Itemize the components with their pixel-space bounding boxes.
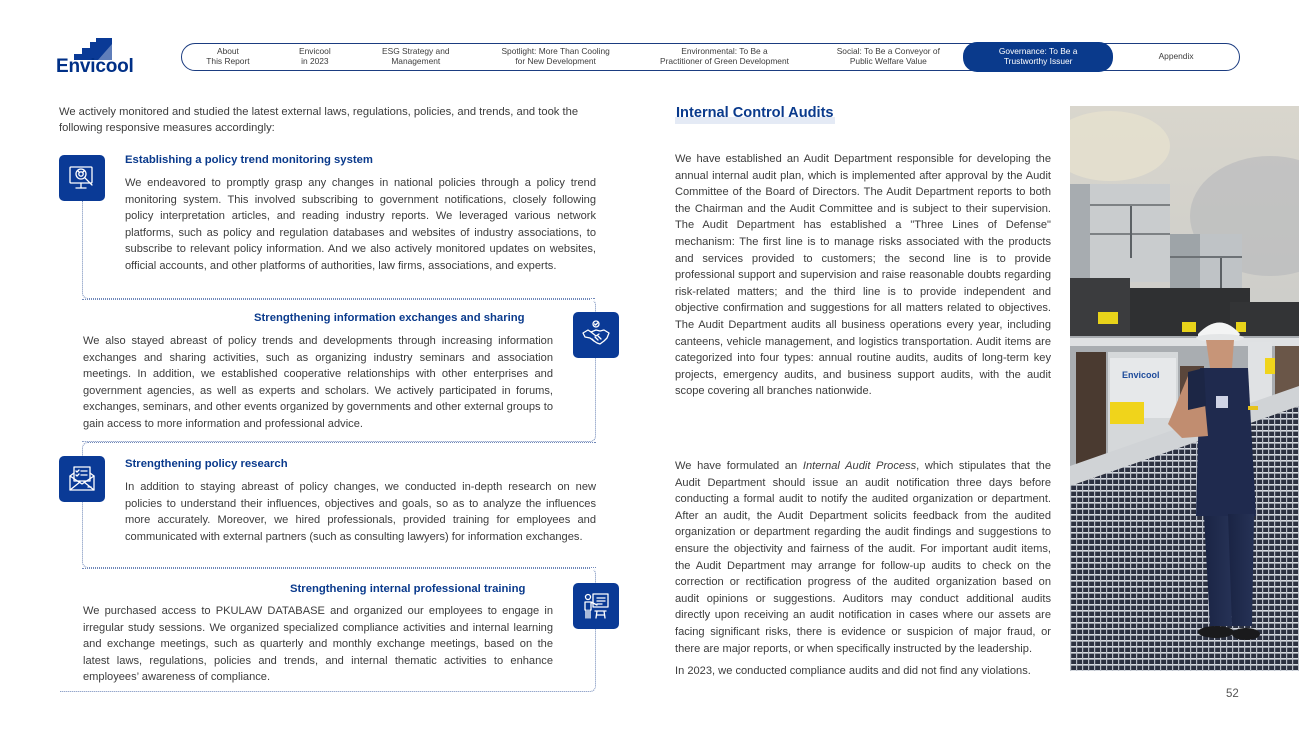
technician-photo xyxy=(1070,106,1299,671)
nav-tab-social[interactable]: Social: To Be a Conveyor of Public Welfare Value xyxy=(836,46,940,66)
logo-wordmark: Envicool xyxy=(56,56,134,77)
block-text-training: We purchased access to PKULAW DATABASE and organized our employees to engage in irregular study sessions. We organized specialized compliance activities and internal learning and exchange meetings, such as quarterly and monthly exchange meetings, based on the latest laws, regulations, policies and trends, and internal thematic activities to enhance employees’ awareness of compliance. xyxy=(83,605,553,684)
block-title-policy-research: Strengthening policy research xyxy=(125,458,288,470)
block-title-training: Strengthening internal professional training xyxy=(290,583,526,595)
envicool-logo xyxy=(56,38,134,77)
page-number: 52 xyxy=(1226,688,1239,700)
training-icon-box xyxy=(573,583,619,629)
envelope-checklist-icon xyxy=(66,463,98,495)
nav-tab-about-this-report[interactable]: About This Report xyxy=(206,46,250,66)
svg-text:Envicool: Envicool xyxy=(1122,370,1160,380)
internal-audit-process-title: Internal Audit Process xyxy=(802,460,917,472)
presentation-trainer-icon xyxy=(580,590,612,622)
nav-tab-spotlight[interactable]: Spotlight: More Than Cooling for New Development xyxy=(501,46,610,66)
monitor-search-icon xyxy=(66,162,98,194)
info-exchange-icon-box xyxy=(573,312,619,358)
connector-line xyxy=(82,299,590,300)
nav-tab-esg-strategy[interactable]: ESG Strategy and Management xyxy=(382,46,450,66)
audit-paragraph-2: We have formulated an Internal Audit Process, which stipulates that the Audit Department should issue an audit notification three days before conducting a formal audit to notify the audited organization or department. After an audit, the Audit Department solicits feedback from the audited organization or department regarding the audit findings and suggestions to ensure the objectivity and fairness of the audit. For important audit items, the Audit Department may arrange for follow-up audits to check on the correction or rectification progress of the audited organization based on audit opinions or suggestions. Auditors may conduct additional audits directly upon receiving an audit notification in cases where our assets are facing significant risks, there is evidence or suspicion of major fraud, or there are major reports, or when specifically instructed by the leadership. xyxy=(675,460,1051,655)
policy-research-icon-box xyxy=(59,456,105,502)
connector-line xyxy=(82,568,590,569)
rooftop-cooling-units-image xyxy=(1070,106,1299,671)
block-text-policy-research: In addition to staying abreast of policy changes, we conducted in-depth research on new policies to understand their influences, objectives and goals, so as to analyze the influences more accurately. Moreover, we hired professionals, provided training for employees and communicated with external partners (such as consulting lawyers) for information exchanges. xyxy=(125,481,596,543)
nav-tab-appendix[interactable]: Appendix xyxy=(1158,51,1194,62)
block-text-policy-monitoring: We endeavored to promptly grasp any changes in national policies through a policy trend monitoring system. This involved subscribing to government notifications, closely following policy interpretation articles, and reading industry reports. We leveraged various network platforms, such as policy and regulation databases and websites of industry associations, to subscribe to relevant policy information. And we also actively monitored updates on websites, official accounts, and other platforms of authorities, law firms, associations, and experts. xyxy=(125,177,596,272)
section-title: Internal Control Audits xyxy=(675,105,835,124)
audit-paragraph-1: We have established an Audit Department responsible for developing the annual internal audit plan, which is implemented after approval by the Audit Committee of the Board of Directors. The Audit Department reports to both the Chairman and the Audit Committee and is subject to their supervision. The Audit Department has established a "Three Lines of Defense" mechanism: The first line is to manage risks associated with the products and services provided to customers; the second line is to provide professional support and supervision and raise reasonable doubts regarding risk-related matters; and the third line is to provide independent and objective confirmation and suggestions for all matters related to objectives. The Audit Department audits all business operations every year, including canteens, vehicle management, and logistics transportation. Audit items are categorized into four types: annual routine audits, audits of long-term key projects, emergency audits, and business support audits, with the audit scope covering all branches nationwide. xyxy=(675,153,1051,398)
nav-tab-environmental[interactable]: Environmental: To Be a Practitioner of Green Development xyxy=(660,46,789,66)
policy-monitoring-icon-box xyxy=(59,155,105,201)
block-title-info-exchange: Strengthening information exchanges and sharing xyxy=(254,312,525,324)
section-nav xyxy=(181,43,1240,71)
intro-paragraph: We actively monitored and studied the latest external laws, regulations, policies, and trends, and took the following responsive measures accordingly: xyxy=(59,106,579,135)
nav-tab-governance[interactable]: Governance: To Be a Trustworthy Issuer xyxy=(963,42,1113,72)
handshake-icon xyxy=(580,319,612,351)
nav-tab-envicool-in-2023[interactable]: Envicool in 2023 xyxy=(299,46,331,66)
block-text-info-exchange: We also stayed abreast of policy trends and developments through increasing information exchanges and sharing activities, such as organizing industry seminars and association meetings. In addition, we established cooperative relationships with other enterprises and government agencies, as well as experts and scholars. We actively participated in forums, exchanges, seminars, and other events organized by governments and other external groups to gain access to more information and professional advice. xyxy=(83,335,553,430)
audit-paragraph-3: In 2023, we conducted compliance audits and did not find any violations. xyxy=(675,665,1031,677)
block-title-policy-monitoring: Establishing a policy trend monitoring system xyxy=(125,154,373,166)
connector-line xyxy=(82,201,595,299)
